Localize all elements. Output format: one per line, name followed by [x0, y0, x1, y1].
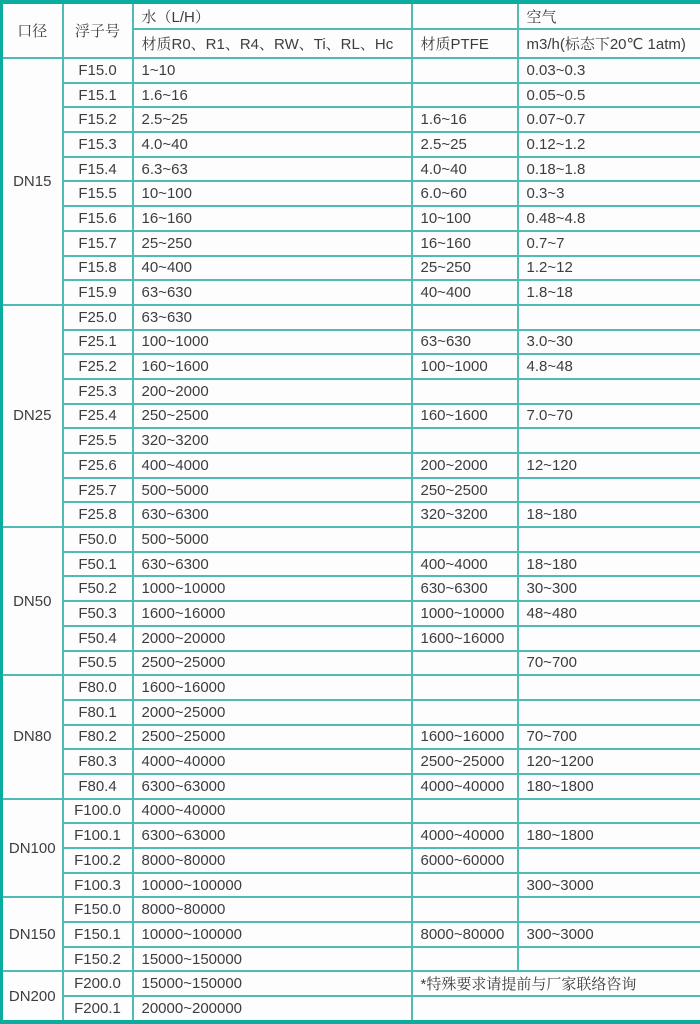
- table-row: [2, 453, 700, 478]
- float-no-cell: F15.1: [63, 83, 133, 108]
- air-flow-cell: 30~300: [518, 576, 700, 601]
- air-flow-cell: [518, 947, 700, 972]
- float-no-cell: F100.3: [63, 873, 133, 898]
- header-air-unit: m3/h(标态下20℃ 1atm): [518, 29, 700, 58]
- air-flow-cell: 70~700: [518, 725, 700, 750]
- float-no-cell: F50.2: [63, 576, 133, 601]
- water-material-r-cell: 8000~80000: [133, 848, 412, 873]
- float-no-cell: F25.5: [63, 428, 133, 453]
- table-row: [2, 478, 700, 503]
- special-note-cell: [412, 996, 700, 1022]
- water-ptfe-cell: 2.5~25: [412, 132, 518, 157]
- air-flow-cell: 18~180: [518, 552, 700, 577]
- water-ptfe-cell: 16~160: [412, 231, 518, 256]
- diameter-cell: DN200: [2, 971, 63, 1021]
- float-no-cell: F25.2: [63, 354, 133, 379]
- float-no-cell: F50.5: [63, 651, 133, 676]
- air-flow-cell: 0.3~3: [518, 181, 700, 206]
- water-material-r-cell: 40~400: [133, 256, 412, 281]
- water-material-r-cell: 8000~80000: [133, 897, 412, 922]
- table-row: [2, 576, 700, 601]
- water-ptfe-cell: [412, 700, 518, 725]
- table-row: [2, 181, 700, 206]
- water-ptfe-cell: [412, 428, 518, 453]
- float-no-cell: F50.3: [63, 601, 133, 626]
- float-no-cell: F100.0: [63, 799, 133, 824]
- water-ptfe-cell: [412, 799, 518, 824]
- float-no-cell: F200.0: [63, 971, 133, 996]
- water-material-r-cell: 200~2000: [133, 379, 412, 404]
- water-material-r-cell: 6300~63000: [133, 823, 412, 848]
- water-material-r-cell: 500~5000: [133, 478, 412, 503]
- float-no-cell: F150.0: [63, 897, 133, 922]
- air-flow-cell: [518, 848, 700, 873]
- air-flow-cell: [518, 799, 700, 824]
- water-ptfe-cell: 200~2000: [412, 453, 518, 478]
- air-flow-cell: 7.0~70: [518, 404, 700, 429]
- air-flow-cell: 3.0~30: [518, 330, 700, 355]
- float-no-cell: F25.8: [63, 502, 133, 527]
- table-row: [2, 799, 700, 824]
- float-no-cell: F15.5: [63, 181, 133, 206]
- water-material-r-cell: 15000~150000: [133, 971, 412, 996]
- water-ptfe-cell: 63~630: [412, 330, 518, 355]
- table-row: [2, 527, 700, 552]
- air-flow-cell: 4.8~48: [518, 354, 700, 379]
- float-no-cell: F150.2: [63, 947, 133, 972]
- float-no-cell: F25.0: [63, 305, 133, 330]
- float-no-cell: F50.1: [63, 552, 133, 577]
- table-row: [2, 502, 700, 527]
- air-flow-cell: [518, 700, 700, 725]
- table-row: [2, 601, 700, 626]
- water-material-r-cell: 500~5000: [133, 527, 412, 552]
- table-row: [2, 404, 700, 429]
- float-no-cell: F200.1: [63, 996, 133, 1022]
- header-water-material-ptfe: 材质PTFE: [412, 29, 518, 58]
- table-row: [2, 996, 700, 1022]
- water-ptfe-cell: [412, 897, 518, 922]
- diameter-cell: DN25: [2, 305, 63, 527]
- water-ptfe-cell: 1600~16000: [412, 725, 518, 750]
- table-row: [2, 305, 700, 330]
- float-no-cell: F15.9: [63, 280, 133, 305]
- water-ptfe-cell: 160~1600: [412, 404, 518, 429]
- water-material-r-cell: 20000~200000: [133, 996, 412, 1022]
- water-ptfe-cell: [412, 947, 518, 972]
- float-no-cell: F25.1: [63, 330, 133, 355]
- air-flow-cell: 0.48~4.8: [518, 206, 700, 231]
- water-material-r-cell: 400~4000: [133, 453, 412, 478]
- air-flow-cell: 120~1200: [518, 749, 700, 774]
- table-row: [2, 428, 700, 453]
- water-material-r-cell: 6.3~63: [133, 157, 412, 182]
- table-row: [2, 823, 700, 848]
- diameter-cell: DN150: [2, 897, 63, 971]
- water-ptfe-cell: [412, 83, 518, 108]
- air-flow-cell: 1.2~12: [518, 256, 700, 281]
- table-row: [2, 379, 700, 404]
- float-no-cell: F25.3: [63, 379, 133, 404]
- table-row: [2, 280, 700, 305]
- header-water: 水（L/H）: [133, 2, 412, 29]
- water-ptfe-cell: 100~1000: [412, 354, 518, 379]
- air-flow-cell: [518, 675, 700, 700]
- water-material-r-cell: 1000~10000: [133, 576, 412, 601]
- float-no-cell: F80.3: [63, 749, 133, 774]
- header-air: 空气: [518, 2, 700, 29]
- float-no-cell: F25.6: [63, 453, 133, 478]
- float-no-cell: F50.4: [63, 626, 133, 651]
- header-empty-cell: [412, 2, 518, 29]
- table-row: [2, 206, 700, 231]
- header-water-material-r: 材质R0、R1、R4、RW、Ti、RL、Hc: [133, 29, 412, 58]
- table-row: [2, 651, 700, 676]
- table-row: [2, 552, 700, 577]
- water-ptfe-cell: 1000~10000: [412, 601, 518, 626]
- table-row: [2, 947, 700, 972]
- air-flow-cell: [518, 428, 700, 453]
- float-no-cell: F100.1: [63, 823, 133, 848]
- water-material-r-cell: 1600~16000: [133, 601, 412, 626]
- water-material-r-cell: 1~10: [133, 58, 412, 83]
- water-ptfe-cell: 25~250: [412, 256, 518, 281]
- float-no-cell: F15.0: [63, 58, 133, 83]
- table-row: [2, 231, 700, 256]
- special-note-cell: *特殊要求请提前与厂家联络咨询: [412, 971, 700, 996]
- float-no-cell: F50.0: [63, 527, 133, 552]
- float-no-cell: F80.1: [63, 700, 133, 725]
- water-ptfe-cell: [412, 527, 518, 552]
- air-flow-cell: 300~3000: [518, 873, 700, 898]
- water-material-r-cell: 10000~100000: [133, 873, 412, 898]
- float-no-cell: F80.2: [63, 725, 133, 750]
- table-row: [2, 725, 700, 750]
- air-flow-cell: 300~3000: [518, 922, 700, 947]
- table-row: [2, 922, 700, 947]
- air-flow-cell: 1.8~18: [518, 280, 700, 305]
- diameter-cell: DN100: [2, 799, 63, 898]
- table-body: [2, 58, 700, 1022]
- water-ptfe-cell: 4000~40000: [412, 774, 518, 799]
- water-ptfe-cell: 6.0~60: [412, 181, 518, 206]
- air-flow-cell: [518, 897, 700, 922]
- table-row: [2, 675, 700, 700]
- water-material-r-cell: 630~6300: [133, 552, 412, 577]
- water-ptfe-cell: [412, 651, 518, 676]
- air-flow-cell: [518, 626, 700, 651]
- air-flow-cell: 12~120: [518, 453, 700, 478]
- diameter-cell: DN15: [2, 58, 63, 305]
- air-flow-cell: 0.07~0.7: [518, 107, 700, 132]
- air-flow-cell: 48~480: [518, 601, 700, 626]
- water-ptfe-cell: 40~400: [412, 280, 518, 305]
- water-ptfe-cell: 320~3200: [412, 502, 518, 527]
- water-material-r-cell: 10000~100000: [133, 922, 412, 947]
- water-ptfe-cell: 400~4000: [412, 552, 518, 577]
- water-material-r-cell: 160~1600: [133, 354, 412, 379]
- water-material-r-cell: 100~1000: [133, 330, 412, 355]
- float-no-cell: F15.2: [63, 107, 133, 132]
- water-ptfe-cell: 4000~40000: [412, 823, 518, 848]
- table-header: [2, 2, 700, 58]
- air-flow-cell: 180~1800: [518, 823, 700, 848]
- water-material-r-cell: 15000~150000: [133, 947, 412, 972]
- water-material-r-cell: 1.6~16: [133, 83, 412, 108]
- water-material-r-cell: 63~630: [133, 305, 412, 330]
- table-row: [2, 83, 700, 108]
- water-ptfe-cell: 1.6~16: [412, 107, 518, 132]
- float-no-cell: F80.0: [63, 675, 133, 700]
- air-flow-cell: 180~1800: [518, 774, 700, 799]
- table-row: [2, 157, 700, 182]
- water-material-r-cell: 10~100: [133, 181, 412, 206]
- air-flow-cell: 0.05~0.5: [518, 83, 700, 108]
- water-material-r-cell: 2000~25000: [133, 700, 412, 725]
- float-no-cell: F25.4: [63, 404, 133, 429]
- water-material-r-cell: 1600~16000: [133, 675, 412, 700]
- table-row: [2, 897, 700, 922]
- table-row: [2, 700, 700, 725]
- water-ptfe-cell: [412, 58, 518, 83]
- water-material-r-cell: 16~160: [133, 206, 412, 231]
- air-flow-cell: 0.18~1.8: [518, 157, 700, 182]
- water-material-r-cell: 6300~63000: [133, 774, 412, 799]
- diameter-cell: DN50: [2, 527, 63, 675]
- table-row: [2, 58, 700, 83]
- air-flow-cell: [518, 305, 700, 330]
- water-ptfe-cell: 250~2500: [412, 478, 518, 503]
- water-ptfe-cell: [412, 675, 518, 700]
- water-ptfe-cell: 10~100: [412, 206, 518, 231]
- air-flow-cell: [518, 527, 700, 552]
- water-ptfe-cell: 1600~16000: [412, 626, 518, 651]
- diameter-cell: DN80: [2, 675, 63, 798]
- water-ptfe-cell: 8000~80000: [412, 922, 518, 947]
- water-ptfe-cell: [412, 305, 518, 330]
- float-no-cell: F100.2: [63, 848, 133, 873]
- float-no-cell: F80.4: [63, 774, 133, 799]
- table-row: [2, 354, 700, 379]
- water-material-r-cell: 4000~40000: [133, 799, 412, 824]
- table-row: [2, 774, 700, 799]
- float-no-cell: F150.1: [63, 922, 133, 947]
- table-row: [2, 749, 700, 774]
- water-material-r-cell: 4000~40000: [133, 749, 412, 774]
- water-ptfe-cell: 4.0~40: [412, 157, 518, 182]
- air-flow-cell: 0.12~1.2: [518, 132, 700, 157]
- air-flow-cell: 70~700: [518, 651, 700, 676]
- table-row: [2, 132, 700, 157]
- air-flow-cell: 18~180: [518, 502, 700, 527]
- float-no-cell: F15.4: [63, 157, 133, 182]
- header-row-1: [2, 2, 700, 29]
- table-row: [2, 626, 700, 651]
- water-material-r-cell: 320~3200: [133, 428, 412, 453]
- header-diameter: 口径: [2, 2, 63, 58]
- header-float-no: 浮子号: [63, 2, 133, 58]
- table-row: [2, 971, 700, 996]
- water-material-r-cell: 2500~25000: [133, 651, 412, 676]
- water-ptfe-cell: 2500~25000: [412, 749, 518, 774]
- table-row: [2, 848, 700, 873]
- float-no-cell: F15.8: [63, 256, 133, 281]
- table-row: [2, 256, 700, 281]
- water-ptfe-cell: 6000~60000: [412, 848, 518, 873]
- water-material-r-cell: 4.0~40: [133, 132, 412, 157]
- water-ptfe-cell: [412, 873, 518, 898]
- water-material-r-cell: 250~2500: [133, 404, 412, 429]
- water-material-r-cell: 63~630: [133, 280, 412, 305]
- water-material-r-cell: 2.5~25: [133, 107, 412, 132]
- float-no-cell: F15.6: [63, 206, 133, 231]
- air-flow-cell: 0.03~0.3: [518, 58, 700, 83]
- air-flow-cell: 0.7~7: [518, 231, 700, 256]
- water-ptfe-cell: 630~6300: [412, 576, 518, 601]
- water-ptfe-cell: [412, 379, 518, 404]
- table-row: [2, 330, 700, 355]
- float-no-cell: F15.3: [63, 132, 133, 157]
- water-material-r-cell: 630~6300: [133, 502, 412, 527]
- table-row: [2, 873, 700, 898]
- air-flow-cell: [518, 379, 700, 404]
- table-row: [2, 107, 700, 132]
- air-flow-cell: [518, 478, 700, 503]
- water-material-r-cell: 2500~25000: [133, 725, 412, 750]
- water-material-r-cell: 2000~20000: [133, 626, 412, 651]
- float-no-cell: F15.7: [63, 231, 133, 256]
- water-material-r-cell: 25~250: [133, 231, 412, 256]
- float-no-cell: F25.7: [63, 478, 133, 503]
